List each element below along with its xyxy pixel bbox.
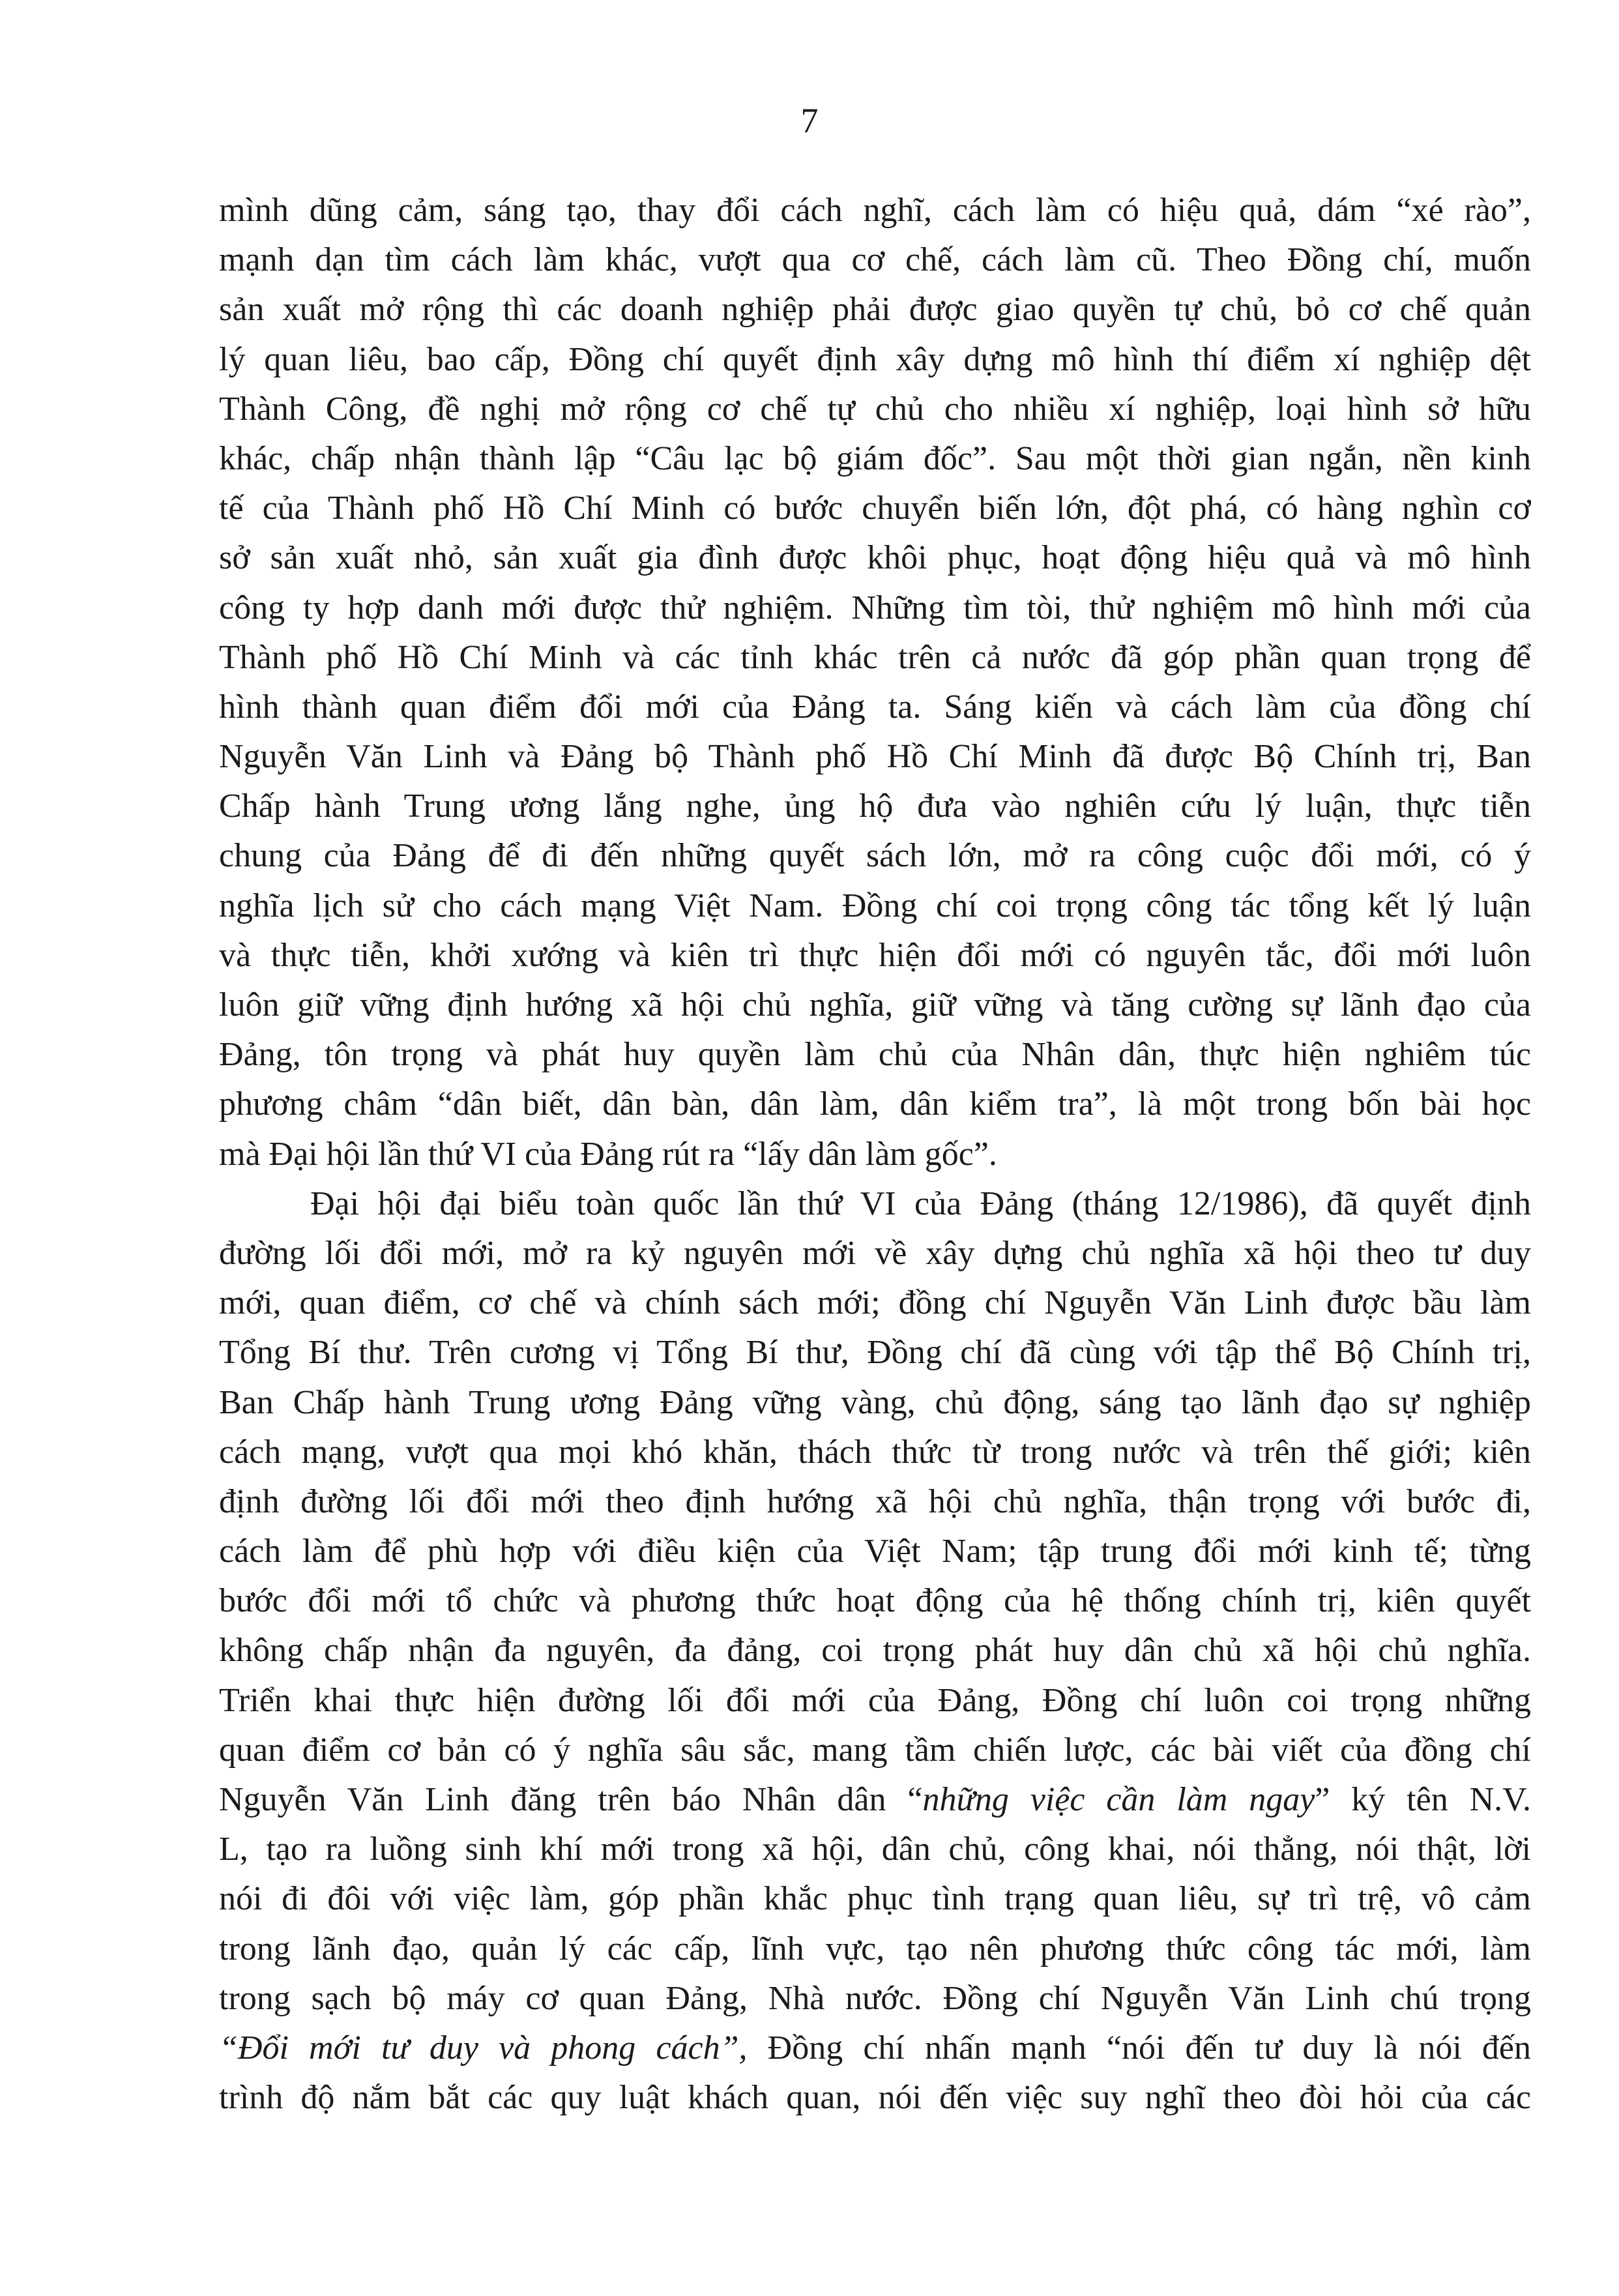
paragraph-1 [219, 186, 1531, 1179]
text-line: sản xuất mở rộng thì các doanh nghiệp phải được giao quyền tự chủ, bỏ cơ chế quản [219, 291, 1531, 329]
text-line: nói đi đôi với việc làm, góp phần khắc phục tình trạng quan liêu, sự trì trệ, vô cảm [219, 1880, 1531, 1918]
text-segment: Nguyễn Văn Linh đăng trên báo Nhân dân “ [219, 1781, 923, 1818]
italic-quote: những việc cần làm ngay [922, 1781, 1315, 1818]
text-line: mạnh dạn tìm cách làm khác, vượt qua cơ chế, cách làm cũ. Theo Đồng chí, muốn [219, 241, 1531, 279]
text-line: Đảng, tôn trọng và phát huy quyền làm chủ của Nhân dân, thực hiện nghiêm túc [219, 1036, 1531, 1074]
text-line: phương châm “dân biết, dân bàn, dân làm, dân kiểm tra”, là một trong bốn bài học [219, 1085, 1531, 1123]
text-line: quan điểm cơ bản có ý nghĩa sâu sắc, mang tầm chiến lược, các bài viết của đồng chí [219, 1731, 1531, 1769]
text-line: định đường lối đổi mới theo định hướng xã hội chủ nghĩa, thận trọng với bước đi, [219, 1482, 1531, 1520]
text-line: cách làm để phù hợp với điều kiện của Việt Nam; tập trung đổi mới kinh tế; từng [219, 1533, 1531, 1570]
text-line: bước đổi mới tổ chức và phương thức hoạt động của hệ thống chính trị, kiên quyết [219, 1582, 1531, 1620]
text-line: trình độ nắm bắt các quy luật khách quan, nói đến việc suy nghĩ theo đòi hỏi của các [219, 2079, 1531, 2117]
text-line: không chấp nhận đa nguyên, đa đảng, coi trọng phát huy dân chủ xã hội chủ nghĩa. [219, 1632, 1531, 1670]
page-number: 7 [800, 101, 819, 140]
text-line: L, tạo ra luồng sinh khí mới trong xã hội, dân chủ, công khai, nói thẳng, nói thật, lời [219, 1831, 1531, 1868]
text-line: Ban Chấp hành Trung ương Đảng vững vàng, chủ động, sáng tạo lãnh đạo sự nghiệp [219, 1383, 1531, 1421]
text-line: Tổng Bí thư. Trên cương vị Tổng Bí thư, Đồng chí đã cùng với tập thể Bộ Chính trị, [219, 1334, 1531, 1372]
text-line: trong sạch bộ máy cơ quan Đảng, Nhà nước. Đồng chí Nguyễn Văn Linh chú trọng [219, 1979, 1531, 2017]
paragraph-2 [219, 1179, 1531, 2123]
text-line: và thực tiễn, khởi xướng và kiên trì thực hiện đổi mới có nguyên tắc, đổi mới luôn [219, 936, 1531, 974]
text-line: mình dũng cảm, sáng tạo, thay đổi cách nghĩ, cách làm có hiệu quả, dám “xé rào”, [219, 192, 1531, 229]
text-segment: Đồng chí nhấn mạnh “nói đến tư duy là nói đến [747, 2029, 1531, 2067]
text-line: Nguyễn Văn Linh và Đảng bộ Thành phố Hồ Chí Minh đã được Bộ Chính trị, Ban [219, 738, 1531, 776]
text-line: Đại hội đại biểu toàn quốc lần thứ VI của Đảng (tháng 12/1986), đã quyết định [310, 1185, 1531, 1222]
text-line: luôn giữ vững định hướng xã hội chủ nghĩa, giữ vững và tăng cường sự lãnh đạo của [219, 986, 1531, 1023]
text-line: chung của Đảng để đi đến những quyết sách lớn, mở ra công cuộc đổi mới, có ý [219, 837, 1531, 875]
text-line: công ty hợp danh mới được thử nghiệm. Những tìm tòi, thử nghiệm mô hình mới của [219, 589, 1531, 626]
text-line: nghĩa lịch sử cho cách mạng Việt Nam. Đồng chí coi trọng công tác tổng kết lý luận [219, 887, 1531, 924]
text-line: hình thành quan điểm đổi mới của Đảng ta. Sáng kiến và cách làm của đồng chí [219, 688, 1531, 726]
text-line [219, 2024, 1531, 2073]
body-text [219, 186, 1531, 2123]
text-line [219, 1775, 1531, 1825]
text-line: Chấp hành Trung ương lắng nghe, ủng hộ đưa vào nghiên cứu lý luận, thực tiễn [219, 787, 1531, 825]
text-line: tế của Thành phố Hồ Chí Minh có bước chuyển biến lớn, đột phá, có hàng nghìn cơ [219, 490, 1531, 527]
text-line: đường lối đổi mới, mở ra kỷ nguyên mới về xây dựng chủ nghĩa xã hội theo tư duy [219, 1234, 1531, 1272]
text-line: mà Đại hội lần thứ VI của Đảng rút ra “lấy dân làm gốc”. [219, 1135, 997, 1173]
italic-quote: “Đổi mới tư duy và phong cách”, [219, 2029, 748, 2067]
text-segment: ” ký tên N.V. [1315, 1781, 1531, 1818]
text-line: mới, quan điểm, cơ chế và chính sách mới; đồng chí Nguyễn Văn Linh được bầu làm [219, 1284, 1531, 1322]
text-line: cách mạng, vượt qua mọi khó khăn, thách thức từ trong nước và trên thế giới; kiên [219, 1433, 1531, 1471]
text-line: Thành phố Hồ Chí Minh và các tỉnh khác trên cả nước đã góp phần quan trọng để [219, 638, 1531, 676]
text-line: Thành Công, đề nghị mở rộng cơ chế tự chủ cho nhiều xí nghiệp, loại hình sở hữu [219, 390, 1531, 428]
text-line: sở sản xuất nhỏ, sản xuất gia đình được khôi phục, hoạt động hiệu quả và mô hình [219, 539, 1531, 577]
text-line: lý quan liêu, bao cấp, Đồng chí quyết định xây dựng mô hình thí điểm xí nghiệp dệt [219, 340, 1531, 378]
text-line: Triển khai thực hiện đường lối đổi mới của Đảng, Đồng chí luôn coi trọng những [219, 1681, 1531, 1719]
text-line: trong lãnh đạo, quản lý các cấp, lĩnh vực, tạo nên phương thức công tác mới, làm [219, 1930, 1531, 1967]
text-line: khác, chấp nhận thành lập “Câu lạc bộ giám đốc”. Sau một thời gian ngắn, nền kinh [219, 439, 1531, 477]
